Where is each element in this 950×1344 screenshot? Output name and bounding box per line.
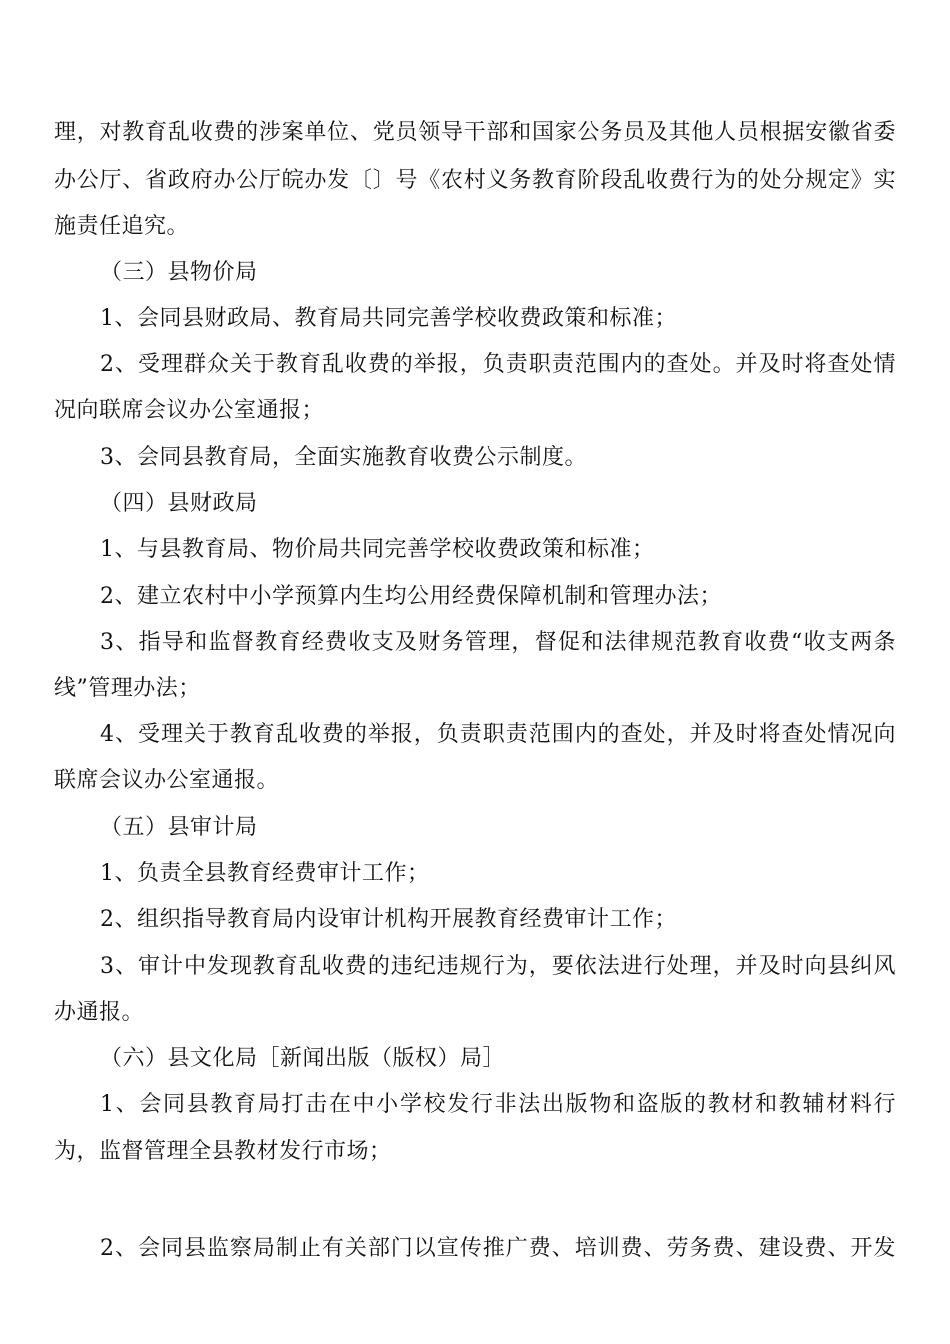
paragraph-line: 3、会同县教育局，全面实施教育收费公示制度。 <box>100 445 587 470</box>
paragraph-line: 2、组织指导教育局内设审计机构开展教育经费审计工作； <box>100 907 677 932</box>
paragraph-line: 3、审计中发现教育乱收费的违纪违规行为，要依法进行处理，并及时向县纠风 <box>100 954 896 979</box>
paragraph-line: 为，监督管理全县教材发行市场； <box>54 1139 392 1164</box>
paragraph-line: 办通报。 <box>54 1000 145 1025</box>
paragraph-line: 线”管理办法； <box>54 676 201 701</box>
paragraph-line: 施责任追究。 <box>54 214 190 239</box>
paragraph-line: 2、受理群众关于教育乱收费的举报，负责职责范围内的查处。并及时将查处情 <box>100 352 896 377</box>
paragraph-line: 况向联席会议办公室通报； <box>54 398 325 423</box>
paragraph-line: 2、建立农村中小学预算内生均公用经费保障机制和管理办法； <box>100 584 722 609</box>
paragraph-line: 联席会议办公室通报。 <box>54 768 280 793</box>
section-heading: （三）县物价局 <box>100 260 258 285</box>
paragraph-line: 1、负责全县教育经费审计工作； <box>100 861 430 886</box>
section-heading: （六）县文化局［新闻出版（版权）局］ <box>100 1046 506 1071</box>
section-heading: （四）县财政局 <box>100 491 258 516</box>
paragraph-line: 4、受理关于教育乱收费的举报，负责职责范围内的查处，并及时将查处情况向 <box>100 722 896 747</box>
paragraph-line: 1、与县教育局、物价局共同完善学校收费政策和标准； <box>100 537 655 562</box>
section-heading: （五）县审计局 <box>100 815 258 840</box>
paragraph-line: 1、会同县财政局、教育局共同完善学校收费政策和标准； <box>100 306 677 331</box>
paragraph-line: 1、会同县教育局打击在中小学校发行非法出版物和盗版的教材和教辅材料行 <box>100 1092 896 1117</box>
paragraph-line: 办公厅、省政府办公厅皖办发〔〕号《农村义务教育阶段乱收费行为的处分规定》实 <box>54 168 896 193</box>
paragraph-line: 3、指导和监督教育经费收支及财务管理，督促和法律规范教育收费“收支两条 <box>100 630 896 655</box>
paragraph-line: 2、会同县监察局制止有关部门以宣传推广费、培训费、劳务费、建设费、开发 <box>100 1236 896 1261</box>
paragraph-line: 理，对教育乱收费的涉案单位、党员领导干部和国家公务员及其他人员根据安徽省委 <box>54 120 896 145</box>
